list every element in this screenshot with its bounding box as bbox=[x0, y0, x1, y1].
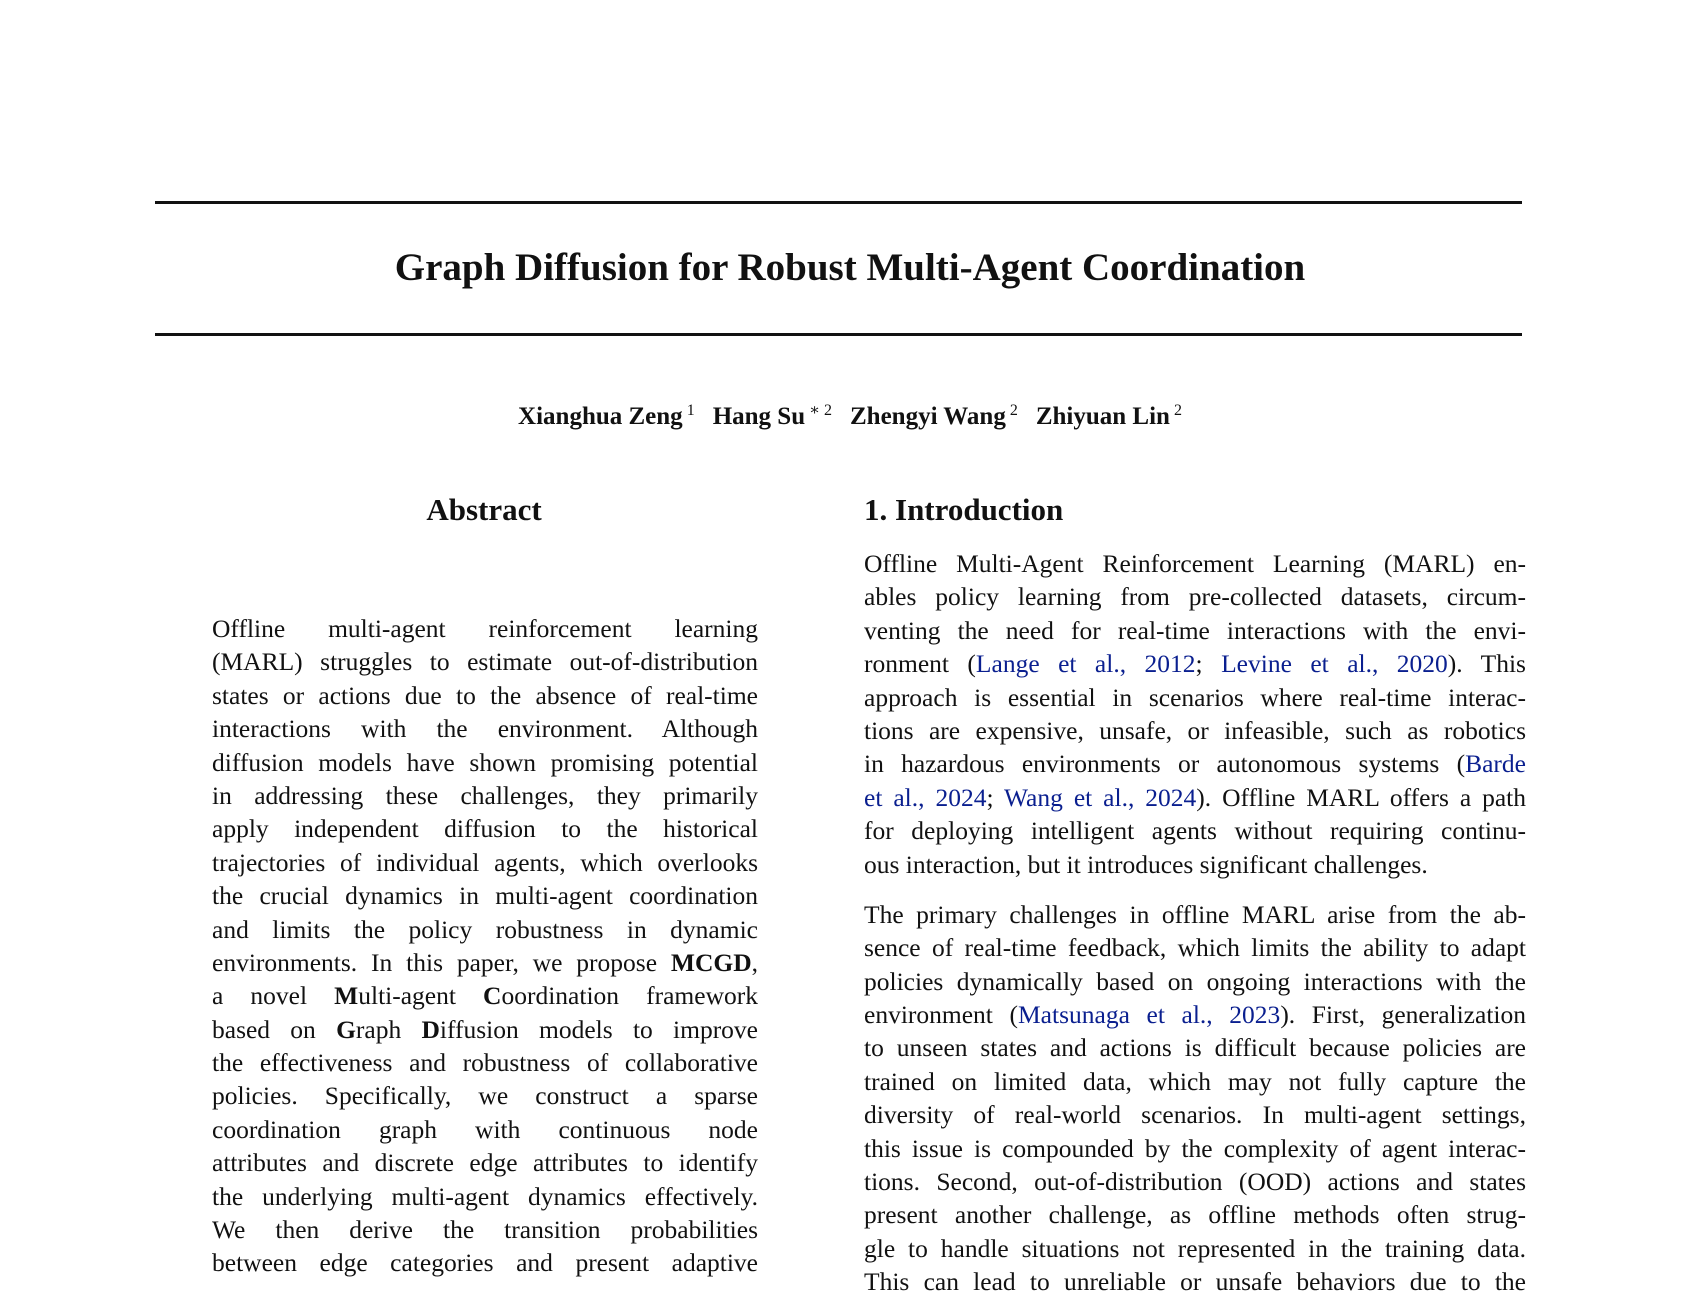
author-name: Zhiyuan Lin $^2$ bbox=[1035, 402, 1182, 430]
text-line: coordination graph with continuous node bbox=[212, 1114, 758, 1144]
text-line: to unseen states and actions is difficult because policies are bbox=[864, 1033, 1526, 1063]
introduction-paragraph bbox=[864, 547, 1526, 881]
text-line: We then derive the transition probabilities bbox=[212, 1215, 758, 1245]
text-line: environments. In this paper, we propose MCGD, bbox=[212, 947, 758, 977]
text-line: et al., 2024; Wang et al., 2024). Offline MARL offers a path bbox=[864, 782, 1527, 812]
text-line: Offline Multi-Agent Reinforcement Learning (MARL) en- bbox=[864, 549, 1526, 578]
text-line: policies. Specifically, we construct a sparse bbox=[212, 1081, 758, 1111]
text-line: the underlying multi-agent dynamics effectively. bbox=[212, 1181, 758, 1211]
text-line: ous interaction, but it introduces significant challenges. bbox=[864, 849, 1428, 879]
text-line: this issue is compounded by the complexity of agent interac- bbox=[864, 1133, 1526, 1163]
author-name: Hang Su $^{∗ 2}$ bbox=[712, 402, 832, 430]
text-line: This can lead to unreliable or unsafe behaviors due to the bbox=[864, 1267, 1526, 1297]
author-affiliation-marker: 2 bbox=[1173, 402, 1182, 419]
citation-link[interactable]: Matsunaga et al., 2023 bbox=[1018, 1000, 1281, 1030]
citation-link[interactable]: Levine et al., 2020 bbox=[1221, 649, 1448, 679]
text-line: for deploying intelligent agents without requiring continu- bbox=[864, 816, 1526, 846]
citation-link[interactable]: Lange et al., 2012 bbox=[975, 649, 1196, 679]
text-line: and limits the policy robustness in dynamic bbox=[212, 914, 758, 944]
abstract-body bbox=[212, 612, 758, 1280]
text-line: the effectiveness and robustness of collaborative bbox=[212, 1048, 758, 1078]
text-line: trained on limited data, which may not fully capture the bbox=[864, 1066, 1526, 1096]
citation-link[interactable]: Wang et al., 2024 bbox=[1004, 782, 1197, 812]
text-line: venting the need for real-time interactions with the envi- bbox=[864, 615, 1526, 645]
text-line: diffusion models have shown promising potential bbox=[212, 747, 758, 777]
text-line: tions. Second, out-of-distribution (OOD) actions and states bbox=[864, 1167, 1526, 1197]
text-line: interactions with the environment. Although bbox=[212, 714, 758, 744]
text-line: based on Graph Diffusion models to improve bbox=[212, 1014, 759, 1044]
text-line: The primary challenges in offline MARL arise from the ab- bbox=[864, 899, 1526, 929]
paper-title: Graph Diffusion for Robust Multi-Agent Coordination bbox=[394, 246, 1306, 289]
author-list bbox=[0, 394, 1700, 434]
text-line: present another challenge, as offline methods often strug- bbox=[864, 1200, 1526, 1230]
author-affiliation-marker: ∗ 2 bbox=[809, 402, 832, 419]
introduction-body bbox=[864, 547, 1526, 1299]
text-line: apply independent diffusion to the historical bbox=[212, 814, 758, 844]
text-line: ables policy learning from pre-collected datasets, circum- bbox=[864, 582, 1526, 612]
text-line: (MARL) struggles to estimate out-of-distribution bbox=[212, 647, 758, 677]
text-line: ronment (Lange et al., 2012; Levine et al., 2020). This bbox=[864, 649, 1526, 679]
text-line: approach is essential in scenarios where real-time interac- bbox=[864, 682, 1526, 712]
title-bottom-rule bbox=[155, 333, 1522, 336]
text-line: in addressing these challenges, they primarily bbox=[212, 780, 758, 810]
text-line: policies dynamically based on ongoing interactions with the bbox=[864, 966, 1526, 996]
citation-link[interactable]: Barde bbox=[1465, 749, 1526, 779]
author-name: Xianghua Zeng $^1$ bbox=[518, 402, 695, 430]
abstract-heading: Abstract bbox=[426, 492, 542, 527]
introduction-heading: 1. Introduction bbox=[864, 492, 1064, 527]
text-line: in hazardous environments or autonomous systems (Barde bbox=[864, 749, 1526, 779]
text-line: a novel Multi-agent Coordination framework bbox=[212, 981, 758, 1011]
introduction-paragraph bbox=[864, 898, 1526, 1299]
text-line: between edge categories and present adaptive bbox=[212, 1248, 758, 1278]
text-line: environment (Matsunaga et al., 2023). First, generalization bbox=[864, 1000, 1526, 1030]
text-line: attributes and discrete edge attributes to identify bbox=[212, 1148, 758, 1178]
text-line: states or actions due to the absence of real-time bbox=[212, 680, 758, 710]
text-line: Offline multi-agent reinforcement learning bbox=[212, 614, 758, 643]
text-line: trajectories of individual agents, which overlooks bbox=[212, 847, 758, 877]
author-affiliation-marker: 1 bbox=[686, 402, 695, 419]
text-line: sence of real-time feedback, which limits the ability to adapt bbox=[864, 933, 1526, 963]
citation-link[interactable]: et al., 2024 bbox=[864, 782, 987, 812]
author-name: Zhengyi Wang $^2$ bbox=[849, 402, 1018, 430]
text-line: tions are expensive, unsafe, or infeasible, such as robotics bbox=[864, 715, 1526, 745]
author-affiliation-marker: 2 bbox=[1009, 402, 1018, 419]
text-line: gle to handle situations not represented in the training data. bbox=[864, 1233, 1526, 1263]
text-line: diversity of real-world scenarios. In multi-agent settings, bbox=[864, 1100, 1526, 1130]
paragraph-gap bbox=[864, 881, 1526, 898]
title-top-rule bbox=[155, 201, 1522, 204]
text-line: the crucial dynamics in multi-agent coordination bbox=[212, 881, 758, 911]
